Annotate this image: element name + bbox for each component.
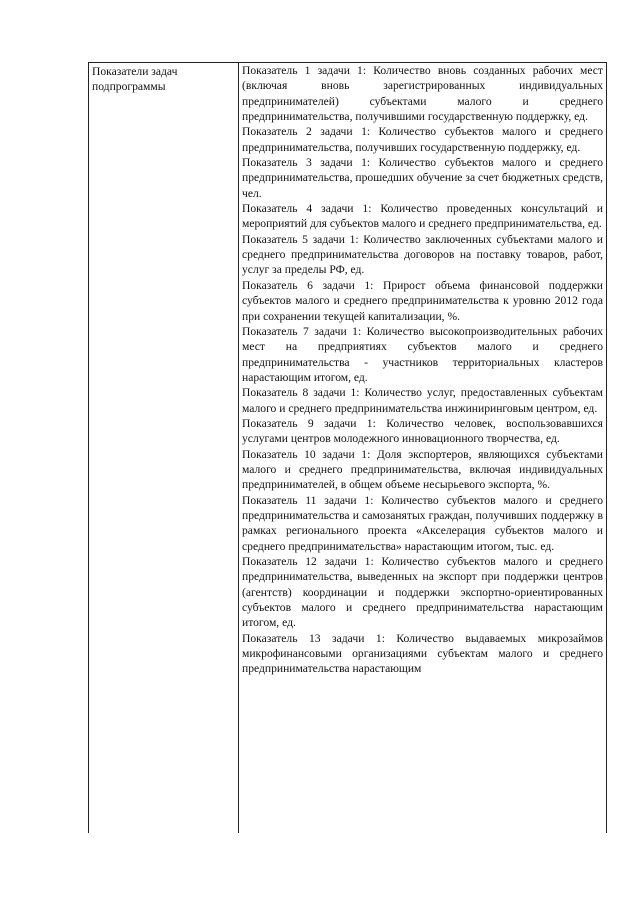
left-header-text: Показатели задач подпрограммы — [92, 65, 178, 94]
indicator-12: Показатель 12 задачи 1: Количество субъектов малого и среднего предпринимательства, выведенных на экспорт при поддержки центров (агентств) координации и поддержки экспортно-ориентированных субъектов малого и среднего предпринимательства нарастающим итогом, ед. — [242, 555, 603, 630]
indicator-1: Показатель 1 задачи 1: Количество вновь созданных рабочих мест (включая вновь зарегистрированных индивидуальных предпринимателей) субъектами малого и среднего предпринимательства, получившими государственную поддержку, ед. — [242, 64, 603, 124]
indicators-table — [88, 62, 607, 833]
indicator-11: Показатель 11 задачи 1: Количество субъектов малого и среднего предпринимательства и самозанятых граждан, получивших поддержку в рамках регионального проекта «Акселерация субъектов малого и среднего предпринимательства» нарастающим итогом, тыс. ед. — [242, 493, 603, 553]
indicator-10: Показатель 10 задачи 1: Доля экспортеров, являющихся субъектами малого и среднего предпринимательства, включая индивидуальных предпринимателей, в общем объеме несырьевого экспорта, %. — [242, 447, 603, 492]
indicator-13: Показатель 13 задачи 1: Количество выдаваемых микрозаймов микрофинансовыми организациями субъектам малого и среднего предпринимательства нарастающим — [242, 631, 603, 676]
indicator-2: Показатель 2 задачи 1: Количество субъектов малого и среднего предпринимательства, получивших государственную поддержку, ед. — [242, 125, 603, 154]
table-right-cell — [239, 63, 606, 833]
indicator-5: Показатель 5 задачи 1: Количество заключенных субъектами малого и среднего предпринимательства договоров на поставку товаров, работ, услуг за пределы РФ, ед. — [242, 232, 603, 277]
indicator-3: Показатель 3 задачи 1: Количество субъектов малого и среднего предпринимательства, прошедших обучение за счет бюджетных средств, чел. — [242, 156, 603, 200]
indicator-4: Показатель 4 задачи 1: Количество проведенных консультаций и мероприятий для субъектов малого и среднего предпринимательства, ед. — [242, 202, 603, 231]
indicator-9: Показатель 9 задачи 1: Количество человек, воспользовавшихся услугами центров молодежного инновационного творчества, ед. — [242, 416, 603, 446]
table-left-cell — [89, 63, 239, 833]
indicator-7: Показатель 7 задачи 1: Количество высокопроизводительных рабочих мест на предприятиях субъектов малого и среднего предпринимательства - участников территориальных кластеров нарастающим итогом, ед. — [242, 324, 603, 384]
indicator-8: Показатель 8 задачи 1: Количество услуг, предоставленных субъектам малого и среднего предпринимательства инжиниринговым центром, ед. — [242, 386, 603, 415]
indicator-6: Показатель 6 задачи 1: Прирост объема финансовой поддержки субъектов малого и среднего предпринимательства к уровню 2012 года при сохранении текущей капитализации, %. — [242, 278, 603, 323]
